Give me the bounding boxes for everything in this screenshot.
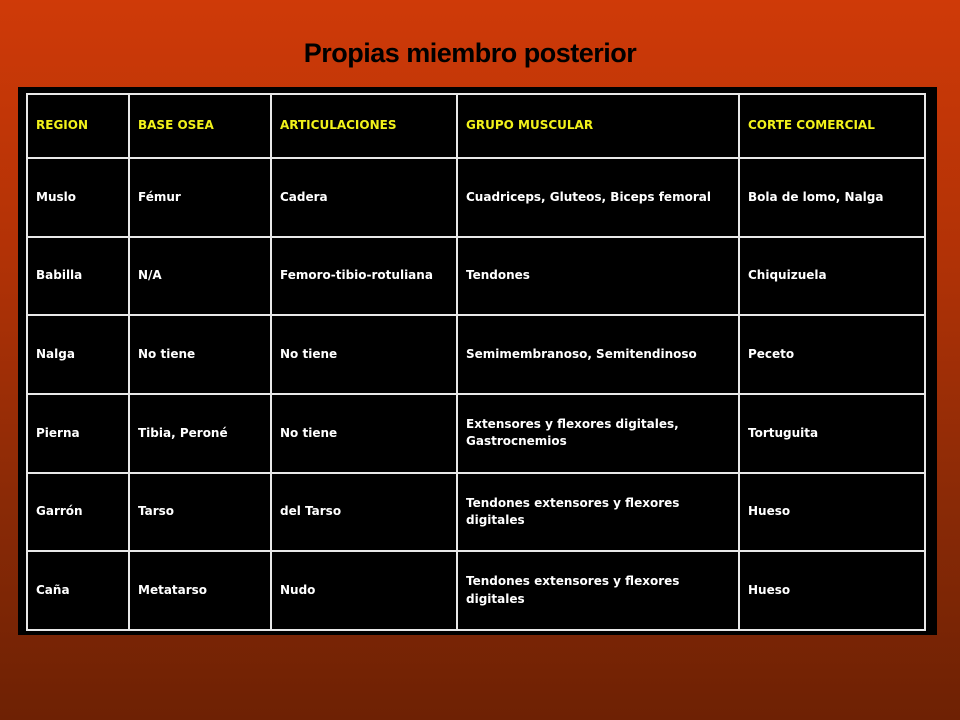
- cell-articulaciones: No tiene: [271, 315, 457, 394]
- cell-articulaciones: No tiene: [271, 394, 457, 473]
- cell-corte-comercial: Chiquizuela: [739, 237, 925, 316]
- anatomy-table: [26, 93, 926, 631]
- cell-articulaciones: Cadera: [271, 158, 457, 237]
- slide-title: Propias miembro posterior: [303, 38, 637, 68]
- cell-articulaciones: Femoro-tibio-rotuliana: [271, 237, 457, 316]
- header-corte-comercial: CORTE COMERCIAL: [739, 94, 925, 158]
- table-row: [27, 551, 925, 630]
- cell-grupo-muscular: Tendones: [457, 237, 739, 316]
- header-grupo-muscular: GRUPO MUSCULAR: [457, 94, 739, 158]
- cell-base-osea: Fémur: [129, 158, 271, 237]
- cell-corte-comercial: Hueso: [739, 473, 925, 552]
- cell-corte-comercial: Peceto: [739, 315, 925, 394]
- cell-grupo-muscular: Extensores y flexores digitales, Gastrocnemios: [457, 394, 739, 473]
- header-region: REGION: [27, 94, 129, 158]
- cell-region: Muslo: [27, 158, 129, 237]
- cell-base-osea: N/A: [129, 237, 271, 316]
- table-row: [27, 473, 925, 552]
- cell-region: Pierna: [27, 394, 129, 473]
- cell-base-osea: Tibia, Peroné: [129, 394, 271, 473]
- cell-grupo-muscular: Tendones extensores y flexores digitales: [457, 473, 739, 552]
- table-row: [27, 394, 925, 473]
- cell-region: Garrón: [27, 473, 129, 552]
- cell-grupo-muscular: Semimembranoso, Semitendinoso: [457, 315, 739, 394]
- cell-base-osea: Tarso: [129, 473, 271, 552]
- cell-articulaciones: Nudo: [271, 551, 457, 630]
- table-row: [27, 158, 925, 237]
- table-row: [27, 237, 925, 316]
- header-base-osea: BASE OSEA: [129, 94, 271, 158]
- cell-base-osea: Metatarso: [129, 551, 271, 630]
- cell-grupo-muscular: Cuadriceps, Gluteos, Biceps femoral: [457, 158, 739, 237]
- cell-articulaciones: del Tarso: [271, 473, 457, 552]
- header-articulaciones: ARTICULACIONES: [271, 94, 457, 158]
- cell-region: Babilla: [27, 237, 129, 316]
- cell-region: Nalga: [27, 315, 129, 394]
- table-header-row: [27, 94, 925, 158]
- cell-corte-comercial: Tortuguita: [739, 394, 925, 473]
- cell-base-osea: No tiene: [129, 315, 271, 394]
- cell-corte-comercial: Bola de lomo, Nalga: [739, 158, 925, 237]
- cell-corte-comercial: Hueso: [739, 551, 925, 630]
- cell-grupo-muscular: Tendones extensores y flexores digitales: [457, 551, 739, 630]
- table-panel: [18, 87, 937, 635]
- table-row: [27, 315, 925, 394]
- cell-region: Caña: [27, 551, 129, 630]
